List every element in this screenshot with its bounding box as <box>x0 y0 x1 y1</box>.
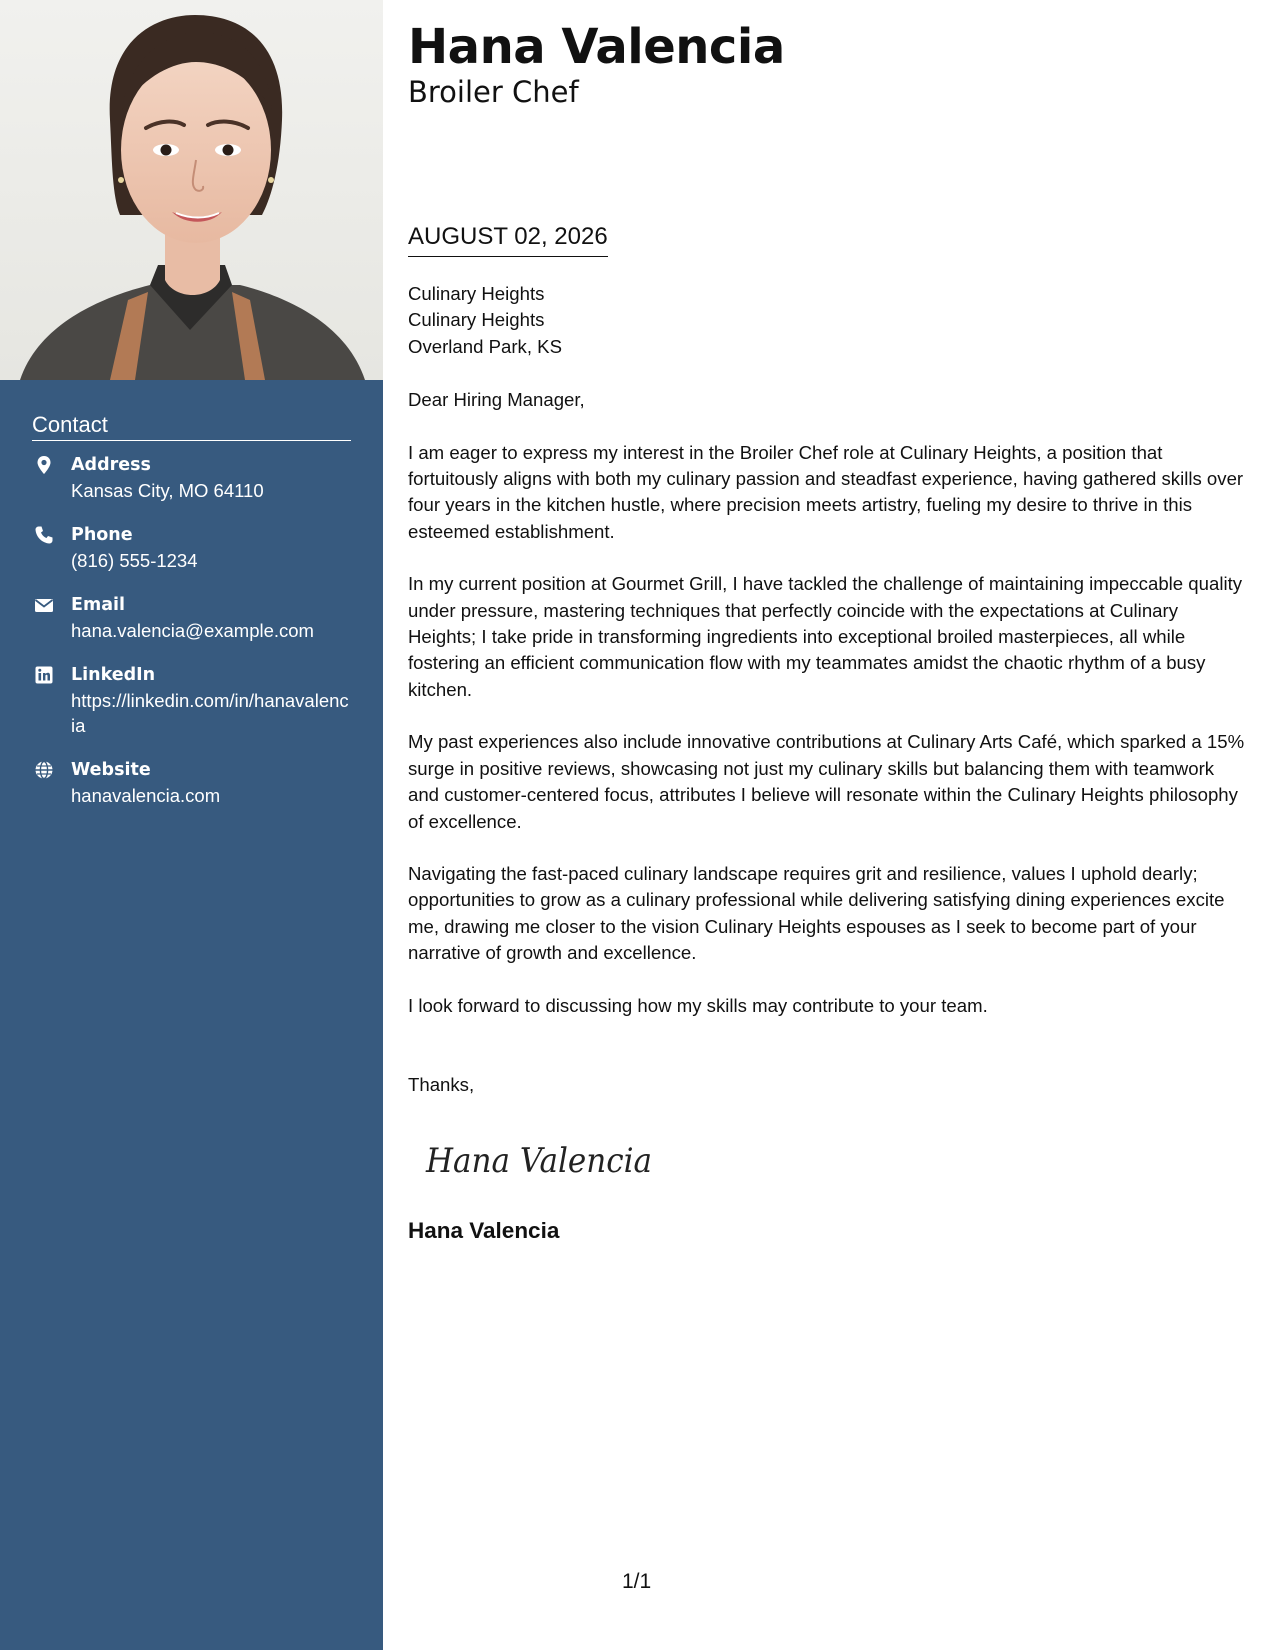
letter-paragraph: I look forward to discussing how my skills may contribute to your team. <box>408 994 988 1016</box>
contact-phone <box>32 523 351 573</box>
letter-body <box>408 281 1248 1098</box>
contact-linkedin <box>32 663 351 738</box>
phone-label: Phone <box>71 525 133 546</box>
phone-value: (816) 555-1234 <box>71 550 198 572</box>
map-pin-icon <box>34 455 54 475</box>
letter-header <box>408 20 1248 110</box>
letter-paragraph: My past experiences also include innovative contributions at Culinary Arts Café, which sparked a 15% surge in positive reviews, showcasing not just my culinary skills but balancing them with teamwork and customer-centered focus, attributes I believe will resonate within the Culinary Heights philosophy of excellence. <box>408 731 1245 832</box>
website-label: Website <box>71 760 151 781</box>
website-link[interactable]: hanavalencia.com <box>71 785 221 807</box>
signer-name: Hana Valencia <box>408 1218 560 1243</box>
linkedin-link[interactable]: https://linkedin.com/in/hanavalencia <box>71 690 349 737</box>
salutation: Dear Hiring Manager, <box>408 389 585 411</box>
letter-paragraph: I am eager to express my interest in the Broiler Chef role at Culinary Heights, a position that fortuitously aligns with both my culinary passion and steadfast experience, having gathered skills over four years in the kitchen hustle, where precision meets artistry, fueling my desire to thrive in this esteemed establishment. <box>408 441 1244 542</box>
recipient-block <box>408 281 1248 360</box>
contact-section <box>32 412 351 828</box>
letter-paragraph: In my current position at Gourmet Grill, I have tackled the challenge of maintaining impeccable quality under pressure, mastering techniques that perfectly coincide with the expectations at Culinary Heights; I take pride in transforming ingredients into exceptional broiled masterpieces, all while fostering an efficient communication flow with my teammates amidst the chaotic rhythm of a busy kitchen. <box>408 573 1243 700</box>
applicant-name: Hana Valencia <box>408 19 785 75</box>
signature-text: Hana Valencia <box>425 1141 652 1181</box>
address-label: Address <box>71 455 151 476</box>
page-number: 1/1 <box>622 1570 652 1593</box>
recipient-line: Culinary Heights <box>408 283 545 304</box>
letter-date: AUGUST 02, 2026 <box>408 224 608 257</box>
profile-photo <box>0 0 383 380</box>
contact-heading: Contact <box>32 412 351 441</box>
recipient-line: Culinary Heights <box>408 309 545 331</box>
closing: Thanks, <box>408 1073 475 1095</box>
letter-paragraph: Navigating the fast-paced culinary landscape requires grit and resilience, values I uphold dearly; opportunities to grow as a culinary professional while delivering satisfying dining experiences excite me, drawing me closer to the vision Culinary Heights espouses as I seek to become part of your narrative of growth and excellence. <box>408 862 1225 964</box>
envelope-icon <box>34 595 54 615</box>
email-link[interactable]: hana.valencia@example.com <box>71 620 314 642</box>
handwritten-signature <box>422 1130 662 1190</box>
linkedin-label: LinkedIn <box>71 665 156 686</box>
contact-website <box>32 758 351 808</box>
recipient-line: Overland Park, KS <box>408 335 562 357</box>
contact-email <box>32 593 351 643</box>
address-value: Kansas City, MO 64110 <box>71 480 264 502</box>
job-title: Broiler Chef <box>408 75 579 110</box>
phone-icon <box>34 525 54 545</box>
email-label: Email <box>71 595 125 616</box>
globe-icon <box>34 760 54 780</box>
contact-address <box>32 453 351 503</box>
sidebar <box>0 0 383 1650</box>
linkedin-icon <box>34 665 54 685</box>
